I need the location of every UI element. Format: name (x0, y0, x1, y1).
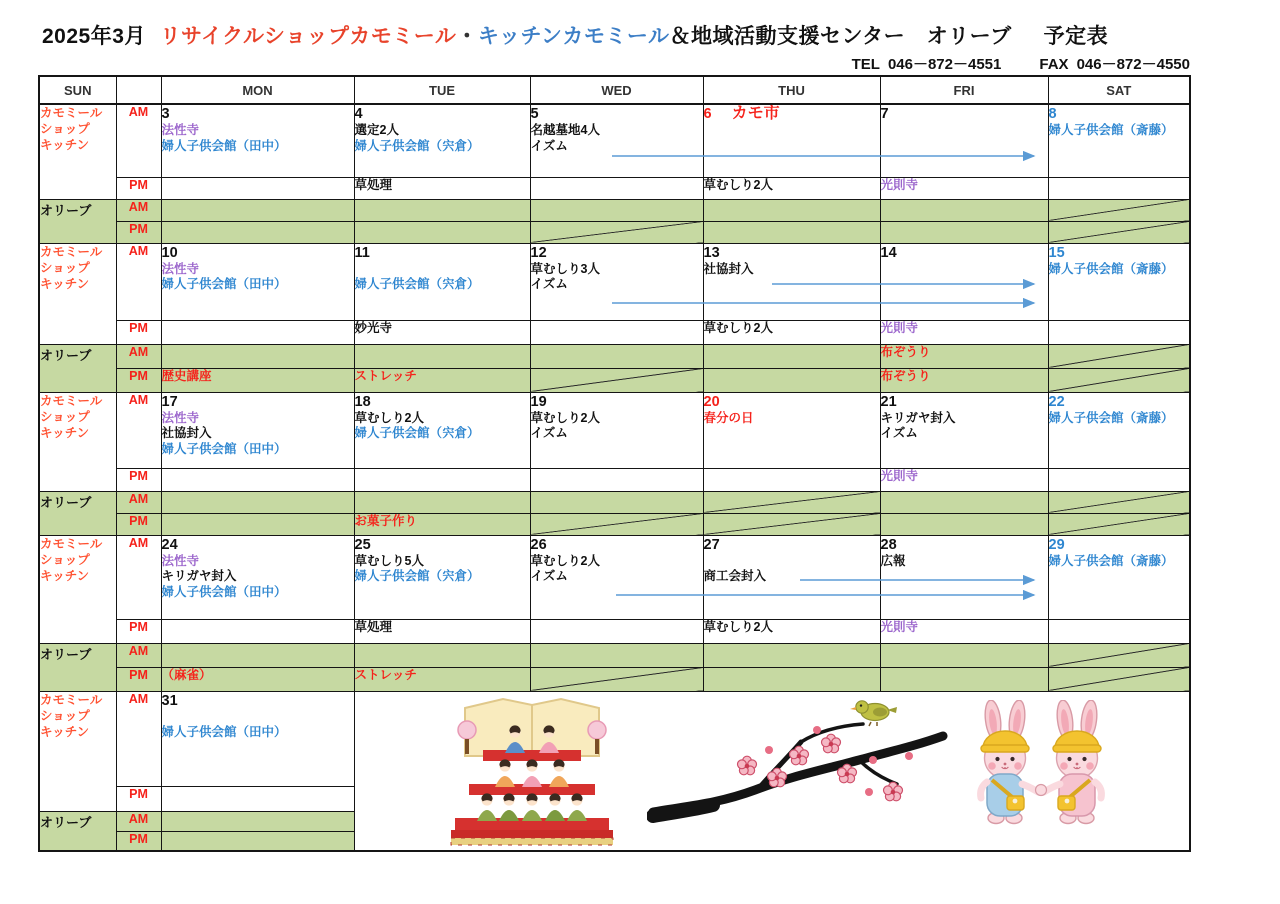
am-entry: イズム (530, 426, 568, 440)
am-entry: 婦人子供会館（田中） (161, 725, 287, 739)
day-26-olive-am-cell (530, 643, 703, 667)
day-4-pm-cell: 草処理 (354, 177, 530, 199)
date-number: 14 (880, 244, 897, 261)
am-entry: 婦人子供会館（宍倉） (354, 138, 480, 153)
day-15-olive-am-cell (1048, 344, 1190, 368)
chamomile-label-line: カモミール (40, 393, 103, 408)
day-4-olive-pm-cell (354, 221, 530, 243)
day-22-am-cell (1048, 392, 1190, 468)
day-5-olive-am-cell (530, 199, 703, 221)
day-14-am-cell (880, 243, 1048, 320)
date-line (704, 393, 880, 411)
chamomile-label-line: ショップ (40, 122, 90, 136)
day-31-olive-am-cell (161, 811, 354, 831)
date-line (881, 244, 1048, 262)
date-number: 24 (161, 536, 178, 553)
date-line (355, 244, 530, 262)
day-21-am-cell (880, 392, 1048, 468)
day-21-olive-am-cell (880, 491, 1048, 513)
date-line (881, 536, 1048, 554)
olive-pm-label: PM (116, 513, 161, 535)
day-27-pm-cell: 草むしり2人 (703, 619, 880, 643)
day-14-olive-am-cell: 布ぞうり (880, 344, 1048, 368)
day-17-am-cell (161, 392, 354, 468)
day-13-olive-pm-cell (703, 368, 880, 392)
am-entry: 婦人子供会館（斎藤） (1048, 261, 1174, 276)
day-10-olive-am-cell (161, 344, 354, 368)
day-6-olive-pm-cell (703, 221, 880, 243)
day-25-pm-cell: 草処理 (354, 619, 530, 643)
day-header-blank (116, 76, 161, 104)
date-line (531, 393, 703, 411)
date-event-label: カモ市 (731, 105, 780, 122)
chamomile-label-line: カモミール (40, 106, 103, 120)
day-3-pm-cell (161, 177, 354, 199)
am-entry: 婦人子供会館（田中） (161, 441, 287, 456)
am-entry: 婦人子供会館（斎藤） (1048, 123, 1174, 137)
day-8-olive-am-cell (1048, 199, 1190, 221)
day-12-am-cell (530, 243, 703, 320)
chamomile-label-line: ショップ (40, 260, 90, 275)
day-13-pm-cell: 草むしり2人 (703, 320, 880, 344)
day-24-am-cell (161, 535, 354, 619)
am-entry: 選定2人 (354, 123, 399, 137)
day-31-pm-cell (161, 786, 354, 811)
date-number: 11 (354, 244, 370, 261)
day-13-am-cell (703, 243, 880, 320)
day-5-pm-cell (530, 177, 703, 199)
day-11-olive-pm-cell: ストレッチ (354, 368, 530, 392)
chamomile-label-line: カモミール (40, 692, 103, 707)
day-6-pm-cell: 草むしり2人 (703, 177, 880, 199)
date-line (355, 536, 530, 554)
am-entry: 広報 (880, 553, 906, 568)
decoration-area (354, 691, 1190, 851)
date-line (531, 244, 703, 262)
date-number: 20 (703, 393, 720, 410)
date-number: 25 (354, 536, 371, 553)
day-26-olive-pm-cell (530, 667, 703, 691)
am-entry: 婦人子供会館（田中） (161, 277, 287, 291)
date-number: 19 (530, 393, 547, 410)
day-10-olive-pm-cell: 歴史講座 (161, 368, 354, 392)
day-8-olive-pm-cell (1048, 221, 1190, 243)
chamomile-label-line: ショップ (40, 708, 90, 723)
am-entry: 商工会封入 (703, 569, 767, 583)
date-number: 5 (530, 106, 539, 122)
am-entry: イズム (530, 138, 568, 153)
day-27-am-cell (703, 535, 880, 619)
day-20-am-cell (703, 392, 880, 468)
chamomile-label-line: キッチン (40, 138, 90, 152)
date-number: 17 (161, 393, 178, 410)
day-20-olive-pm-cell (703, 513, 880, 535)
day-29-olive-am-cell (1048, 643, 1190, 667)
am-entry: 婦人子供会館（宍倉） (354, 569, 480, 583)
am-label: AM (116, 104, 161, 177)
day-6-olive-am-cell (703, 199, 880, 221)
date-line (1049, 536, 1190, 554)
day-18-olive-am-cell (354, 491, 530, 513)
am-entry: 名越墓地4人 (530, 123, 600, 137)
chamomile-label-line: カモミール (40, 244, 103, 259)
day-19-olive-pm-cell (530, 513, 703, 535)
am-entry (704, 554, 880, 570)
date-line (881, 393, 1048, 411)
day-header-wed: WED (530, 76, 703, 104)
date-number: 28 (880, 536, 897, 553)
date-line (1049, 105, 1190, 123)
chamomile-label-line: ショップ (40, 552, 90, 567)
day-header-sun: SUN (39, 76, 116, 104)
day-11-pm-cell: 妙光寺 (354, 320, 530, 344)
day-15-pm-cell (1048, 320, 1190, 344)
olive-group-label: オリーブ (39, 491, 116, 535)
day-3-olive-am-cell (161, 199, 354, 221)
day-7-am-cell (880, 104, 1048, 177)
day-header-fri: FRI (880, 76, 1048, 104)
day-29-pm-cell (1048, 619, 1190, 643)
date-line (162, 692, 354, 710)
hina-dolls-illustration (427, 694, 637, 848)
date-number: 4 (354, 106, 363, 122)
am-entry: 草むしり5人 (354, 553, 424, 568)
date-line (355, 393, 530, 411)
date-line (704, 536, 880, 554)
am-entry (355, 262, 530, 278)
day-28-olive-pm-cell (880, 667, 1048, 691)
day-17-olive-pm-cell (161, 513, 354, 535)
date-line (355, 105, 530, 123)
am-label: AM (116, 691, 161, 786)
am-entry: キリガヤ封入 (161, 569, 237, 583)
am-entry: 草むしり3人 (530, 261, 600, 276)
date-number: 21 (880, 393, 897, 410)
day-29-am-cell (1048, 535, 1190, 619)
day-18-am-cell (354, 392, 530, 468)
date-line (162, 393, 354, 411)
pm-label: PM (116, 177, 161, 199)
day-8-pm-cell (1048, 177, 1190, 199)
am-entry: 婦人子供会館（宍倉） (354, 426, 480, 440)
chamomile-label-line: キッチン (40, 724, 90, 739)
olive-am-label: AM (116, 811, 161, 831)
day-15-am-cell (1048, 243, 1190, 320)
chamomile-label-line: カモミール (40, 536, 103, 551)
day-5-am-cell (530, 104, 703, 177)
chamomile-label-line: ショップ (40, 409, 90, 424)
day-28-am-cell (880, 535, 1048, 619)
date-line (531, 105, 703, 123)
am-entry: イズム (530, 569, 568, 583)
am-label: AM (116, 535, 161, 619)
day-24-olive-pm-cell: （麻雀） (161, 667, 354, 691)
day-10-am-cell (161, 243, 354, 320)
day-14-pm-cell: 光則寺 (880, 320, 1048, 344)
olive-group-label: オリーブ (39, 344, 116, 392)
olive-pm-label: PM (116, 221, 161, 243)
day-15-olive-pm-cell (1048, 368, 1190, 392)
title-schedule-word: 予定表 (1043, 25, 1109, 48)
am-entry: 婦人子供会館（斎藤） (1048, 553, 1174, 568)
day-24-olive-am-cell (161, 643, 354, 667)
am-entry: 婦人子供会館（田中） (161, 138, 287, 153)
date-number: 15 (1048, 244, 1065, 261)
day-21-olive-pm-cell (880, 513, 1048, 535)
date-number: 6 (703, 106, 712, 122)
day-28-olive-am-cell (880, 643, 1048, 667)
title-olive-center: ＆地域活動支援センター オリーブ (669, 25, 1012, 48)
olive-group-label: オリーブ (39, 199, 116, 243)
pm-label: PM (116, 619, 161, 643)
chamomile-group-label (39, 243, 116, 344)
am-entry: 法性寺 (161, 123, 200, 137)
day-20-pm-cell (703, 468, 880, 491)
date-line (162, 536, 354, 554)
day-21-pm-cell: 光則寺 (880, 468, 1048, 491)
date-number: 8 (1048, 106, 1057, 122)
chamomile-group-label (39, 392, 116, 491)
am-entry: イズム (530, 277, 568, 291)
day-26-pm-cell (530, 619, 703, 643)
warbler-bird-icon (850, 700, 897, 725)
date-line (531, 536, 703, 554)
day-header-tue: TUE (354, 76, 530, 104)
chamomile-group-label (39, 535, 116, 643)
date-number: 27 (703, 536, 720, 553)
am-entry: 婦人子供会館（田中） (161, 584, 287, 599)
am-entry: 法性寺 (161, 261, 200, 276)
day-17-olive-am-cell (161, 491, 354, 513)
day-19-pm-cell (530, 468, 703, 491)
day-7-olive-pm-cell (880, 221, 1048, 243)
date-line (704, 244, 880, 262)
date-number: 3 (161, 106, 170, 122)
am-entry: 婦人子供会館（斎藤） (1048, 410, 1174, 425)
am-label: AM (116, 392, 161, 468)
day-28-pm-cell: 光則寺 (880, 619, 1048, 643)
day-3-am-cell (161, 104, 354, 177)
day-3-olive-pm-cell (161, 221, 354, 243)
contact-line (0, 53, 1190, 74)
am-entry (162, 710, 354, 726)
day-27-olive-pm-cell (703, 667, 880, 691)
pm-label: PM (116, 786, 161, 811)
tel-number: 046－872－4551 (887, 56, 1002, 73)
day-31-olive-pm-cell (161, 831, 354, 851)
day-5-olive-pm-cell (530, 221, 703, 243)
day-20-olive-am-cell (703, 491, 880, 513)
day-18-pm-cell (354, 468, 530, 491)
chamomile-group-label (39, 691, 116, 811)
schedule-table (38, 75, 1191, 852)
olive-pm-label: PM (116, 368, 161, 392)
day-11-am-cell (354, 243, 530, 320)
date-number: 18 (354, 393, 371, 410)
day-12-olive-pm-cell (530, 368, 703, 392)
day-19-olive-am-cell (530, 491, 703, 513)
olive-am-label: AM (116, 491, 161, 513)
day-25-am-cell (354, 535, 530, 619)
page-title (42, 20, 1108, 50)
olive-group-label: オリーブ (39, 811, 116, 851)
day-26-am-cell (530, 535, 703, 619)
day-29-olive-pm-cell (1048, 667, 1190, 691)
title-month: 2025年3月 (42, 25, 146, 48)
day-24-pm-cell (161, 619, 354, 643)
day-31-am-cell (161, 691, 354, 786)
am-entry: 法性寺 (161, 553, 200, 568)
chamomile-label-line: キッチン (40, 276, 90, 291)
day-18-olive-pm-cell: お菓子作り (354, 513, 530, 535)
date-number: 7 (880, 106, 889, 122)
date-line (1049, 244, 1190, 262)
date-number: 22 (1048, 393, 1065, 410)
day-8-am-cell (1048, 104, 1190, 177)
olive-am-label: AM (116, 344, 161, 368)
day-25-olive-am-cell (354, 643, 530, 667)
am-entry: イズム (880, 426, 918, 440)
chamomile-label-line: キッチン (40, 568, 90, 583)
day-12-pm-cell (530, 320, 703, 344)
chamomile-label-line: キッチン (40, 425, 90, 440)
am-entry: 婦人子供会館（宍倉） (354, 277, 480, 291)
day-header-mon: MON (161, 76, 354, 104)
date-line (162, 244, 354, 262)
day-10-pm-cell (161, 320, 354, 344)
date-number: 10 (161, 244, 178, 261)
day-4-olive-am-cell (354, 199, 530, 221)
olive-pm-label: PM (116, 667, 161, 691)
day-6-am-cell (703, 104, 880, 177)
date-number: 26 (530, 536, 547, 553)
rabbits-illustration (953, 700, 1133, 844)
am-entry: 春分の日 (703, 410, 754, 425)
title-recycle-shop: リサイクルショップカモミール (159, 25, 457, 48)
date-line (704, 105, 880, 123)
day-4-am-cell (354, 104, 530, 177)
date-number: 29 (1048, 536, 1065, 553)
date-number: 31 (161, 692, 178, 709)
olive-pm-label: PM (116, 831, 161, 851)
am-entry: 草むしり2人 (530, 553, 600, 568)
date-line (1049, 393, 1190, 411)
day-17-pm-cell (161, 468, 354, 491)
pm-label: PM (116, 320, 161, 344)
day-22-olive-pm-cell (1048, 513, 1190, 535)
day-7-olive-am-cell (880, 199, 1048, 221)
day-header-thu: THU (703, 76, 880, 104)
day-13-olive-am-cell (703, 344, 880, 368)
date-number: 12 (530, 244, 547, 261)
day-22-olive-am-cell (1048, 491, 1190, 513)
day-header-sat: SAT (1048, 76, 1190, 104)
fax-label: FAX (1039, 56, 1069, 73)
tel-label: TEL (851, 56, 880, 73)
day-19-am-cell (530, 392, 703, 468)
chamomile-group-label (39, 104, 116, 199)
date-line (881, 105, 1048, 123)
title-kitchen: キッチンカモミール (477, 25, 670, 48)
day-11-olive-am-cell (354, 344, 530, 368)
fax-number: 046－872－4550 (1076, 56, 1190, 73)
title-separator-dot: ・ (456, 25, 478, 48)
am-entry: 社協封入 (161, 426, 212, 440)
plum-branch-illustration (647, 700, 957, 840)
olive-am-label: AM (116, 643, 161, 667)
am-entry: 草むしり2人 (530, 410, 600, 425)
day-22-pm-cell (1048, 468, 1190, 491)
am-label: AM (116, 243, 161, 320)
day-7-pm-cell: 光則寺 (880, 177, 1048, 199)
date-number: 13 (703, 244, 720, 261)
olive-group-label: オリーブ (39, 643, 116, 691)
pm-label: PM (116, 468, 161, 491)
olive-am-label: AM (116, 199, 161, 221)
am-entry: 草むしり2人 (354, 410, 424, 425)
day-25-olive-pm-cell: ストレッチ (354, 667, 530, 691)
day-14-olive-pm-cell: 布ぞうり (880, 368, 1048, 392)
day-12-olive-am-cell (530, 344, 703, 368)
am-entry: 法性寺 (161, 410, 200, 425)
am-entry: キリガヤ封入 (880, 410, 956, 425)
am-entry: 社協封入 (703, 261, 754, 276)
day-27-olive-am-cell (703, 643, 880, 667)
date-line (162, 105, 354, 123)
